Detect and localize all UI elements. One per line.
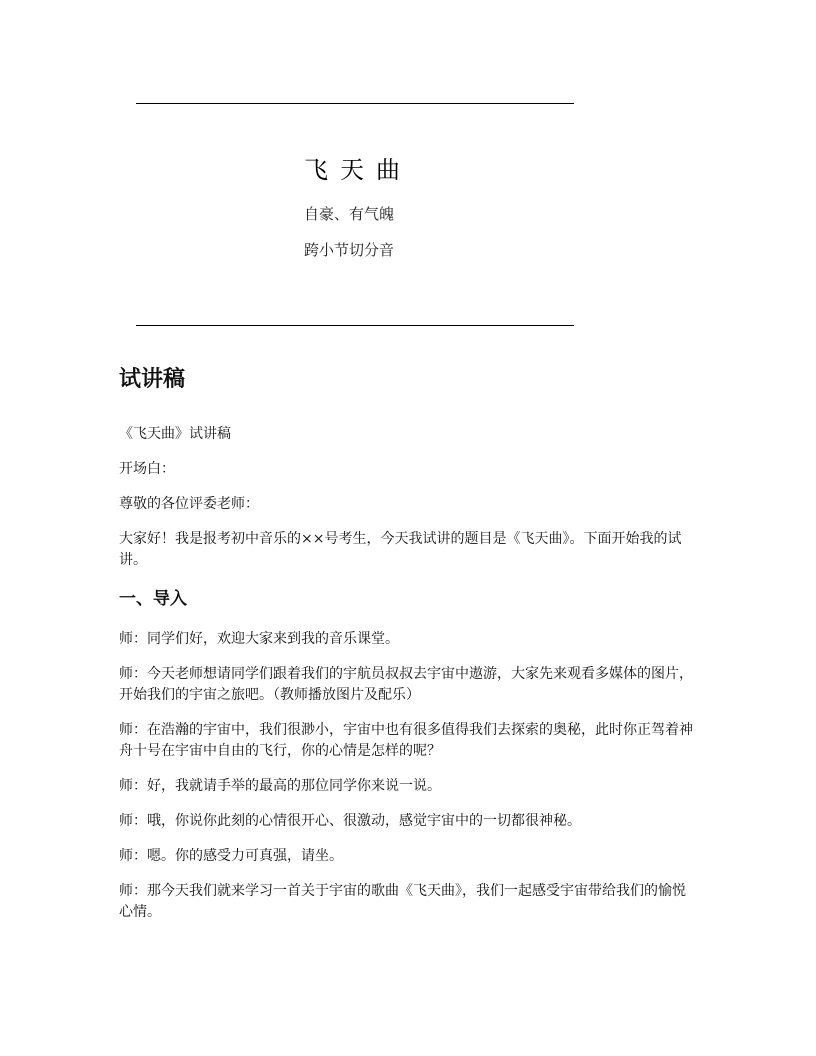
dialogue-paragraph: 师：哦，你说你此刻的心情很开心、很激动，感觉宇宙中的一切都很神秘。: [119, 813, 581, 829]
dialogue-paragraph: 师：同学们好，欢迎大家来到我的音乐课堂。: [119, 631, 399, 647]
dialogue-paragraph: 师：好，我就请手举的最高的那位同学你来说一说。: [119, 778, 441, 794]
header-top-rule: [136, 103, 574, 104]
document-body: [119, 360, 699, 937]
opening-label: 开场白：: [119, 461, 175, 477]
mood-description: 自豪、有气魄: [304, 205, 395, 223]
intro-paragraph: 大家好！我是报考初中音乐的××号考生，今天我试讲的题目是《飞天曲》。下面开始我的试讲。: [119, 531, 682, 568]
rhythm-feature: 跨小节切分音: [304, 241, 395, 259]
document-heading: 试讲稿: [119, 367, 186, 392]
dialogue-paragraph: 师：嗯。你的感受力可真强，请坐。: [119, 848, 343, 864]
dialogue-paragraph: 师：在浩瀚的宇宙中，我们很渺小，宇宙中也有很多值得我们去探索的奥秘，此时你正驾着神舟十号在宇宙中自由的飞行，你的心情是怎样的呢？: [119, 722, 693, 759]
section-title-intro: 一、导入: [119, 589, 187, 609]
dialogue-paragraph: 师：今天老师想请同学们跟着我们的宇航员叔叔去宇宙中遨游，大家先来观看多媒体的图片，开始我们的宇宙之旅吧。（教师播放图片及配乐）: [119, 666, 693, 703]
dialogue-paragraph: 师：那今天我们就来学习一首关于宇宙的歌曲《飞天曲》，我们一起感受宇宙带给我们的愉悦心情。: [119, 883, 686, 920]
document-subtitle: 《飞天曲》试讲稿: [119, 426, 231, 442]
greeting: 尊敬的各位评委老师：: [119, 496, 259, 512]
header-block: [304, 150, 412, 260]
song-title: 飞天曲: [304, 156, 412, 184]
header-bottom-rule: [136, 325, 574, 326]
